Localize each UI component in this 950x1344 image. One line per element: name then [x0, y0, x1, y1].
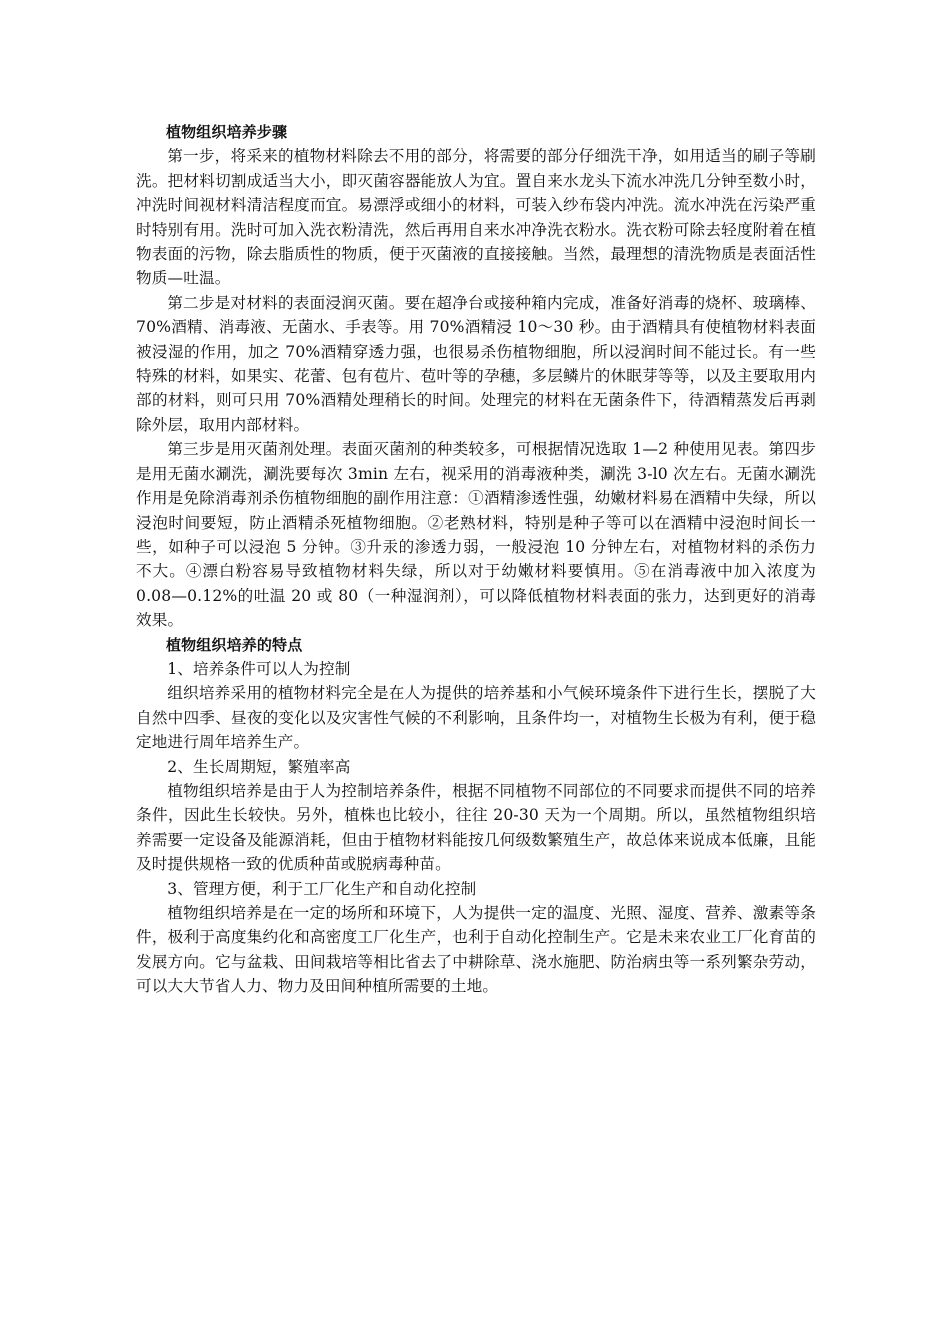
paragraph-step-three: 第三步是用灭菌剂处理。表面灭菌剂的种类较多，可根据情况选取 1—2 种使用见表。第四步是用无菌水涮洗，涮洗要每次 3min 左右，视采用的消毒液种类，涮洗 3-l0 次左右。无菌水涮洗作用是免除消毒剂杀伤植物细胞的副作用注意：①酒精渗透性强，幼嫩材料易在酒精中失绿，所以浸泡时间要短，防止酒精杀死植物细胞。②老熟材料，特别是种子等可以在酒精中浸泡时间长一些，如种子可以浸泡 5 分钟。③升汞的渗透力弱，一般浸泡 10 分钟左右，对植物材料的杀伤力不大。④漂白粉容易导致植物材料失绿，所以对于幼嫩材料要慎用。⑤在消毒液中加入浓度为 0.08—0.12%的吐温 20 或 80（一种湿润剂），可以降低植物材料表面的张力，达到更好的消毒效果。 [136, 440, 816, 630]
feature-2-title: 2、生长周期短，繁殖率高 [167, 757, 351, 776]
section-title-features: 植物组织培养的特点 [166, 635, 303, 654]
feature-3-title: 3、管理方便，利于工厂化生产和自动化控制 [167, 879, 477, 898]
paragraph-step-one: 第一步，将采来的植物材料除去不用的部分，将需要的部分仔细洗干净，如用适当的刷子等刷洗。把材料切割成适当大小，即灭菌容器能放人为宜。置自来水龙头下流水冲洗几分钟至数小时，冲洗时间视材料清洁程度而宜。易漂浮或细小的材料，可装入纱布袋内冲洗。流水冲洗在污染严重时特别有用。洗时可加入洗衣粉清洗，然后再用自来水冲净洗衣粉水。洗衣粉可除去轻度附着在植物表面的污物，除去脂质性的物质，便于灭菌液的直接接触。当然，最理想的清洗物质是表面活性物质—吐温。 [136, 147, 816, 288]
section-title-steps: 植物组织培养步骤 [166, 123, 288, 141]
feature-1-text: 组织培养采用的植物材料完全是在人为提供的培养基和小气候环境条件下进行生长，摆脱了大自然中四季、昼夜的变化以及灾害性气候的不利影响，且条件均一，对植物生长极为有利，便于稳定地进行周年培养生产。 [136, 684, 816, 752]
paragraph-step-two: 第二步是对材料的表面浸润灭菌。要在超净台或接种箱内完成，准备好消毒的烧杯、玻璃棒、70%酒精、消毒液、无菌水、手表等。用 70%酒精浸 10～30 秒。由于酒精具有使植物材料表面被浸湿的作用，加之 70%酒精穿透力强，也很易杀伤植物细胞，所以浸润时间不能过长。有一些特殊的材料，如果实、花蕾、包有苞片、苞叶等的孕穗，多层鳞片的休眠芽等等，以及主要取用内部的材料，则可只用 70%酒精处理稍长的时间。处理完的材料在无菌条件下，待酒精蒸发后再剥除外层，取用内部材料。 [136, 293, 816, 434]
feature-3-text: 植物组织培养是在一定的场所和环境下，人为提供一定的温度、光照、湿度、营养、激素等条件，极利于高度集约化和高密度工厂化生产，也利于自动化控制生产。它是未来农业工厂化育苗的发展方向。它与盆栽、田间栽培等相比省去了中耕除草、浇水施肥、防治病虫等一系列繁杂劳动，可以大大节省人力、物力及田间种植所需要的土地。 [136, 904, 816, 996]
document-body [136, 120, 816, 999]
feature-2-text: 植物组织培养是由于人为控制培养条件，根据不同植物不同部位的不同要求而提供不同的培养条件，因此生长较快。另外，植株也比较小，往往 20-30 天为一个周期。所以，虽然植物组织培养需要一定设备及能源消耗，但由于植物材料能按几何级数繁殖生产，故总体来说成本低廉，且能及时提供规格一致的优质种苗或脱病毒种苗。 [136, 781, 816, 874]
feature-1-title: 1、培养条件可以人为控制 [167, 659, 351, 678]
